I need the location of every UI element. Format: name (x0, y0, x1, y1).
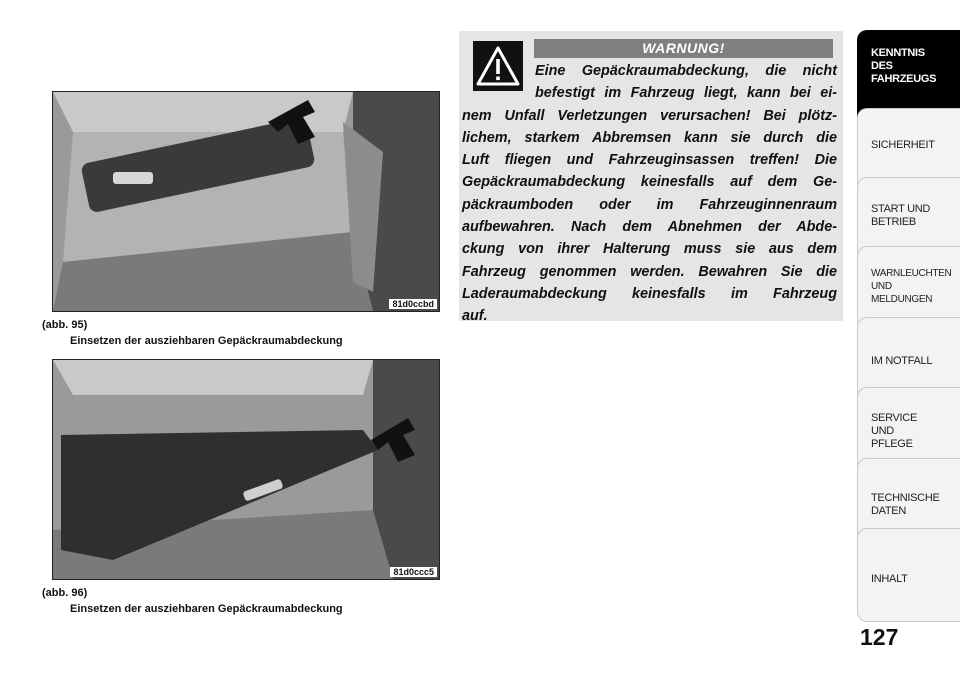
warning-line: befestigt im Fahrzeug liegt, kann bei ei- (535, 85, 837, 102)
warning-line: Laderaumabdeckung keinesfalls im Fahrzeug (462, 285, 837, 302)
page-number: 127 (860, 624, 899, 650)
cargo-area-illustration (53, 360, 439, 579)
warning-line: päckraumboden oder im Fahrzeuginnenraum (462, 196, 837, 213)
figure-code: 81d0ccc5 (390, 567, 437, 577)
figure-95-caption: Einsetzen der ausziehbaren Gepäckraumabdeckung (70, 335, 343, 347)
tab-label: KENNTNIS DES FAHRZEUGS (871, 47, 937, 85)
figure-96-caption: Einsetzen der ausziehbaren Gepäckraumabdeckung (70, 603, 343, 615)
warning-line: aufbewahren. Nach dem Abnehmen der Abde- (462, 219, 837, 236)
tab-inhalt[interactable] (857, 528, 960, 622)
tab-label: SERVICE UND PFLEGE (871, 412, 917, 450)
warning-line: lichem, starkem Abbremsen kann sie durch die (462, 129, 837, 146)
figure-95-number: (abb. 95) (42, 319, 88, 331)
warning-box (459, 31, 843, 325)
warning-line: Gepäckraumabdeckung keinesfalls auf dem Ge- (462, 174, 837, 191)
warning-line: nem Unfall Verletzungen verursachen! Bei plötz- (462, 107, 837, 124)
tab-label: WARNLEUCHTEN UND MELDUNGEN (871, 268, 952, 305)
warning-text (459, 60, 843, 328)
warning-line: Eine Gepäckraumabdeckung, die nicht (535, 63, 837, 79)
tab-label: IM NOTFALL (871, 355, 933, 367)
tab-label: TECHNISCHE DATEN (871, 492, 940, 517)
warning-line: ckung von ihrer Halterung muss sie aus dem (462, 241, 837, 258)
figure-95-image (52, 91, 440, 312)
tab-label: SICHERHEIT (871, 139, 935, 151)
warning-line: Fahrzeug genommen werden. Bewahren Sie die (462, 263, 837, 280)
warning-line: Luft fliegen und Fahrzeuginsassen treffen! Die (462, 152, 837, 169)
tab-label: INHALT (871, 573, 908, 585)
tab-label: START UND BETRIEB (871, 203, 931, 228)
cargo-area-illustration (53, 92, 439, 311)
warning-line: auf. (462, 308, 488, 325)
warning-title: WARNUNG! (534, 39, 833, 58)
figure-code: 81d0ccbd (389, 299, 437, 309)
figure-96-image (52, 359, 440, 580)
figure-96-number: (abb. 96) (42, 587, 88, 599)
